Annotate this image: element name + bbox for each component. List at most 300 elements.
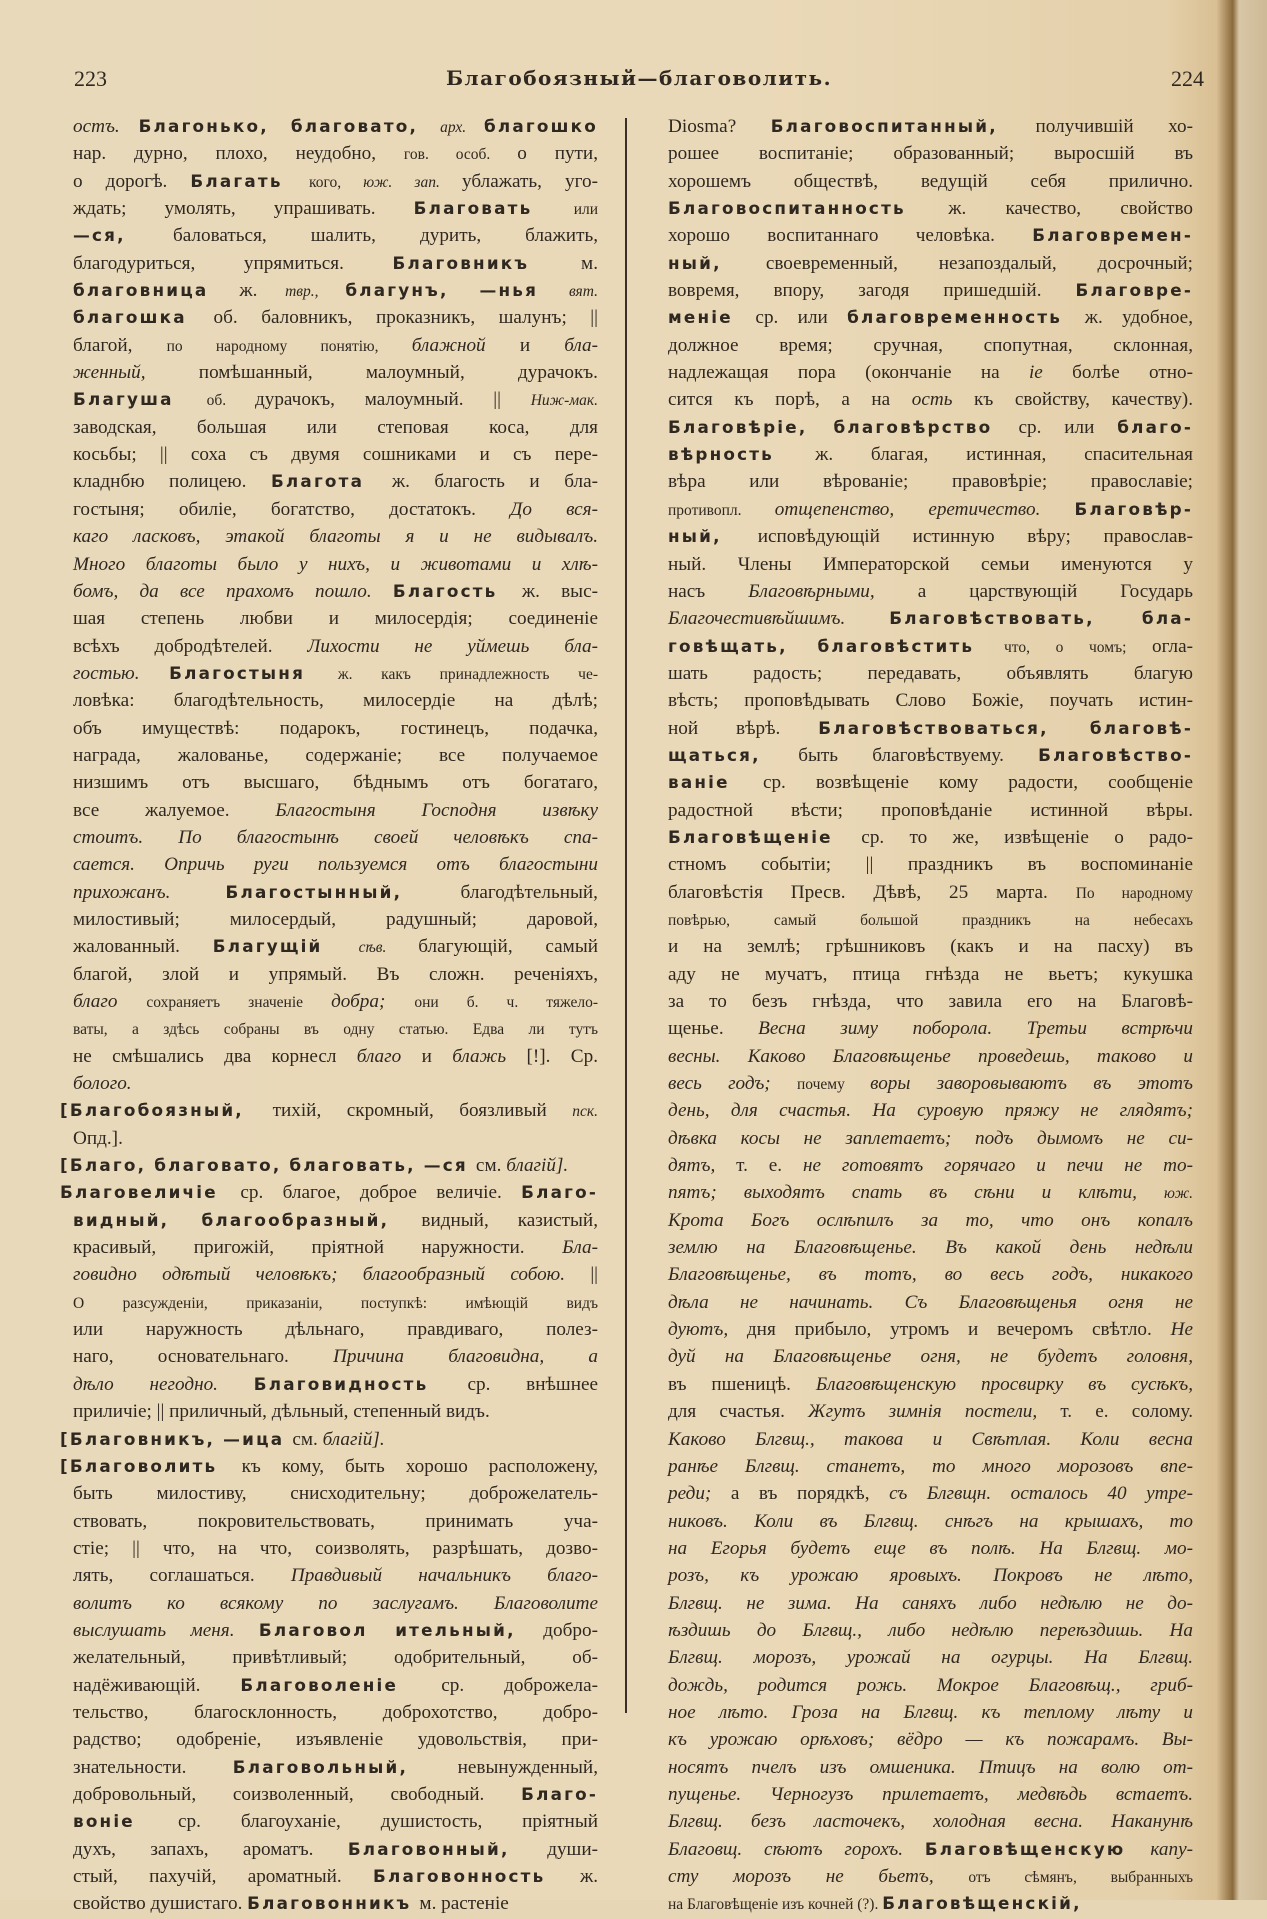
text-line [73,277,598,304]
page-header [74,66,1204,106]
text-run: противопл. [668,501,775,519]
text-run: вѣра или вѣрованіе; правовѣріе; православіе; [668,471,1193,493]
headword: [Благоволить [60,1455,242,1476]
text-run: исповѣдующій истинную вѣру; православ- [757,526,1193,548]
text-line [668,1207,1193,1234]
text-line [668,1097,1193,1124]
text-run: ср. благое, доброе величіе. [240,1182,522,1204]
text-run: дуютъ, [668,1319,747,1341]
text-line [73,1234,598,1261]
headword: Благовѣщенскую [924,1838,1151,1859]
text-line [73,1261,598,1288]
text-line [73,1480,598,1507]
text-run: сохраняетъ значеніе [146,994,332,1011]
headword: Благовѣр- [1074,498,1193,519]
text-run: ный. Члены Императорской семьи именуются у [668,553,1193,575]
text-run: дурачокъ, малоумный. || [254,389,531,411]
text-run: о дорогѣ. [73,170,191,192]
text-line [73,742,598,769]
text-run: благій]. [322,1428,385,1450]
text-run: свойство душистаго. [73,1893,248,1915]
text-run: ср. или [755,307,848,329]
text-run: || [590,1264,598,1286]
text-line [668,414,1193,441]
text-line [668,605,1193,632]
text-run: шая степень любви и милосердія; соединеніе [73,608,598,630]
text-line [73,332,598,359]
text-run: отщепенство, еретичество. [774,498,1075,520]
text-run: повѣрью, самый большой праздникъ на небесахъ [668,911,1193,929]
headword: Благостынный, [225,881,461,902]
text-line [668,1125,1193,1152]
text-run: дятъ, [668,1155,737,1177]
text-run: наго, основательнаго. [73,1346,334,1368]
text-line [668,496,1193,523]
text-run: пущенье. Черногузъ прилетаетъ, медвѣдь встаетъ. [668,1783,1193,1805]
text-run: женный, [73,362,199,384]
text-line [668,1070,1193,1097]
text-run: быть благовѣствуему. [798,744,1039,766]
text-run: отъ сѣмянъ, выбранныхъ [968,1869,1193,1886]
text-run: милостивый; милосердый, радушный; даровой, [73,908,598,930]
text-line [73,1672,598,1699]
text-line [73,1535,598,1562]
text-run: ость [911,389,975,411]
column-divider [625,118,627,1713]
headword: ный, [668,526,758,547]
text-line [73,1289,598,1316]
text-run: для счастья. [668,1401,809,1423]
text-run: твр., [285,283,346,301]
text-line [668,715,1193,742]
text-line [73,168,598,195]
headword: Благовеличіе [60,1182,241,1203]
headword: Благонько, благовато, [138,116,441,136]
text-run: ж. [239,280,286,302]
headword: благовременность [847,307,1085,328]
text-line [73,1508,598,1535]
text-run: ствовать, покровительствовать, принимать уча- [73,1510,598,1532]
text-run: къ урожаю орѣховъ; вёдро — къ пожарамъ. Вы- [668,1729,1193,1751]
text-run: или наружность дѣльнаго, правдиваго, полез- [73,1319,598,1341]
headword: Благоволеніе [240,1674,442,1695]
text-line [668,386,1193,413]
headword: Благовол ительный, [258,1619,544,1640]
text-run: своевременный, незапоздалый, досрочный; [765,252,1194,274]
text-run: благо [73,991,147,1012]
text-run: волитъ ко всякому по заслугамъ. Благоволите [73,1592,598,1614]
text-line [668,1644,1193,1671]
text-line [73,933,598,960]
text-line [73,1207,598,1234]
page-number-left: 223 [74,66,107,91]
text-line [668,1508,1193,1535]
text-line [668,851,1193,878]
text-run: ср. доброжела- [441,1674,598,1696]
text-line [73,1699,598,1726]
text-line [668,1371,1193,1398]
text-line [668,660,1193,687]
text-run: объ имуществѣ: подарокъ, гостинецъ, подачка, [73,717,598,739]
text-run: дуй на Благовѣщенье огня, не будетъ головня, [668,1346,1193,1368]
headword: Благовре- [1075,280,1193,301]
text-run: жалованный. [73,936,213,958]
text-line [73,961,598,988]
text-line [668,1289,1193,1316]
text-run: благодуриться, упрямиться. [73,252,393,274]
text-run: ное лѣто. Гроза на Блгвщ. къ теплому лѣту и [668,1701,1193,1723]
text-run: Причина благовидна, а [333,1346,598,1368]
text-line [73,441,598,468]
text-line [73,1316,598,1343]
text-run: Весна зиму поборола. Третьи встрѣчи [758,1018,1193,1040]
text-line [668,468,1193,495]
text-line [668,1453,1193,1480]
text-line [73,1125,598,1152]
text-run: благой, [73,334,167,356]
text-run: весны. Каково Благовѣщенье проведешь, таково и [668,1045,1193,1067]
headword: Благовѣріе, благовѣрство [668,416,1019,437]
text-line [73,551,598,578]
text-run: сѣв. [358,939,419,957]
text-run: Благовѣщенье, въ тотъ, во весь годъ, никакого [668,1264,1193,1286]
text-run: воры заворовываютъ въ этотъ [870,1073,1193,1095]
text-line [73,113,598,140]
text-run: о пути, [517,143,598,165]
text-run: ж. выс- [521,580,598,602]
text-line [73,250,598,277]
text-line [668,1426,1193,1453]
text-run: т. е. солому. [1060,1401,1193,1423]
text-run: косьбы; || соха съ двумя сошниками и съ пере- [73,444,598,466]
text-run: Много благоты было у нихъ, и животами и хлѣ- [73,553,598,575]
text-run: не готовятъ горячаго и печи не то- [802,1155,1193,1177]
text-line [60,1453,598,1480]
text-line [668,332,1193,359]
text-line [73,1617,598,1644]
text-line [73,386,598,413]
text-line [668,906,1193,933]
text-run: лять, соглашаться. [73,1565,291,1587]
text-run: знательности. [73,1756,233,1778]
text-run: по народному понятію, [166,337,412,355]
text-run: Diosma? [668,116,771,137]
text-run: бомъ, да все прахомъ пошло. [73,580,393,602]
headword: воніе [73,1811,179,1832]
text-line [73,660,598,687]
headword: Благовѣщеніе [668,826,862,847]
text-line [668,1808,1193,1835]
text-run: см. [475,1155,507,1177]
text-run: сается. Опричь руги пользуемся отъ благостыни [73,854,598,876]
text-run: ублажать, уго- [462,170,598,192]
text-run: невынужденный, [457,1756,598,1778]
text-line [668,879,1193,906]
headword: Благовонность [372,1866,580,1886]
text-run: никовъ. Коли въ Блгвщ. снѣгъ на крышахъ, то [668,1510,1193,1532]
text-run: а въ порядкѣ, [730,1483,890,1505]
text-run: каго ласковъ, этакой благоты я и не видывалъ. [73,526,598,548]
text-run: об. баловникъ, проказникъ, шалунъ; || [213,307,598,329]
text-run: добра; [331,991,415,1012]
headword: [Благобоязный, [60,1100,273,1121]
text-line [73,1398,598,1425]
headword: вѣрность [668,444,816,465]
headword: [Благовникъ, —ица [60,1428,293,1449]
headword: видный, благообразный, [73,1209,422,1230]
text-run: къ кому, быть хорошо расположену, [241,1455,598,1477]
text-run: приличіе; || приличный, дѣльный, степенный видъ. [73,1401,490,1423]
text-line [73,687,598,714]
text-line [668,1754,1193,1781]
text-run: Правдивый начальникъ благо- [290,1565,598,1587]
text-run: стый, пахучій, ароматный. [73,1866,373,1887]
text-line [668,195,1193,222]
headword: Благовонникъ [247,1893,420,1914]
text-line [73,1562,598,1589]
text-run: ср. то же, извѣщеніе о радо- [861,826,1193,848]
headword: Благость [392,580,522,601]
text-line [668,1617,1193,1644]
headword: меніе [668,307,756,328]
text-line [668,1179,1193,1206]
text-run: остъ. [73,116,139,137]
text-run: не смѣшались два корнесл [73,1045,357,1067]
text-run: Благовѣрными, [748,580,918,602]
text-line [668,988,1193,1015]
text-run: хорошо воспитаннаго человѣка. [668,225,1033,247]
text-run: благой, злой и упрямый. Въ сложн. реченіяхъ, [73,963,598,985]
text-run: благодѣтельный, [460,881,598,903]
text-run: баловаться, шалить, дурить, блажить, [172,225,598,247]
text-run: бла- [564,334,598,356]
page-number-right: 224 [1171,66,1204,91]
text-line [668,250,1193,277]
text-run: ж. благая, истинная, спасительная [815,444,1193,466]
text-line [73,1371,598,1398]
text-line [73,1836,598,1863]
text-run: видный, казистый, [421,1209,599,1231]
text-line [668,1863,1193,1890]
text-run: см. [292,1428,323,1450]
text-run: все жалуемое. [73,799,276,821]
text-line [73,906,598,933]
text-run: и [421,1045,453,1067]
headword: [Благо, благовато, благовать, —ся [60,1155,476,1176]
headword: Благовремен- [1032,225,1193,246]
text-run: за то безъ гнѣзда, что завила его на Благовѣ- [668,991,1193,1012]
text-run: дождь, родится рожь. Мокрое Благовѣщ., гриб- [668,1674,1193,1696]
text-run: они б. ч. тяжело- [414,994,598,1011]
text-run: м. [581,252,598,274]
text-line [668,1699,1193,1726]
text-line [73,1726,598,1753]
text-run: об. [206,392,255,410]
text-line [668,1398,1193,1425]
text-line [73,496,598,523]
text-run: Благостыня Господня извѣку [275,799,598,821]
text-run: розъ, къ урожаю яровыхъ. Покровъ не лѣто, [668,1565,1193,1587]
text-run: нар. дурно, плохо, неудобно, [73,143,404,165]
text-line [73,1890,598,1917]
text-run: дѣло негодно. [73,1373,254,1395]
text-line [73,195,598,222]
text-run: арх. [440,119,484,136]
text-run: м. растеніе [419,1893,509,1915]
text-line [668,1343,1193,1370]
headword: Благовидность [253,1373,468,1394]
text-run: кого, [308,173,364,191]
text-run: пятъ; выходятъ спать въ сѣни и клѣти, [668,1182,1164,1204]
headword: Благущій [212,936,359,957]
text-run: ловѣка: благодѣтельность, милосердіе на дѣлѣ; [73,690,598,712]
text-run: ранѣе Блгвщ. станетъ, то много морозовъ впе- [668,1455,1193,1477]
text-run: Благовѣщенскую просвирку въ сусѣкъ, [815,1373,1193,1395]
text-line [73,304,598,331]
text-run: надлежащая пора (окончаніе на [668,362,1029,384]
text-run: болого. [73,1073,132,1095]
text-run: и [519,334,565,356]
text-line [668,824,1193,851]
text-run: гов. особ. [403,146,518,164]
text-line [668,523,1193,550]
text-run: блажь [452,1045,527,1067]
text-line [668,961,1193,988]
text-line [668,168,1193,195]
text-run: благующій, самый [418,936,598,958]
text-run: на Благовѣщеніе изъ кочней (?). [668,1896,883,1914]
text-line [60,1152,598,1179]
text-line [668,1562,1193,1589]
text-line [60,1097,598,1124]
headword: Благовоспитанный, [770,116,1036,136]
text-line [668,1781,1193,1808]
text-run: Опд.]. [73,1127,123,1149]
right-column [668,113,1193,1918]
text-line [668,633,1193,660]
text-run: болѣе отно- [1072,362,1193,384]
text-line [73,1808,598,1835]
text-run: хорошемъ обществѣ, ведущій себя прилично. [668,170,1193,192]
text-run: юж. зап. [363,173,463,191]
headword: Благовольный, [232,1756,458,1777]
text-run: Крота Богъ ослѣпилъ за то, что онъ копалъ [668,1209,1193,1231]
text-run: Жгутъ зимнія постели, [808,1401,1061,1423]
text-line [668,1836,1193,1863]
headword: благунъ, —нья [345,280,570,301]
text-line [668,140,1193,167]
text-line [668,1480,1193,1507]
text-line [668,551,1193,578]
text-run: Блгвщ. не зима. На саняхъ либо недѣлю не до- [668,1592,1193,1614]
text-run: землю на Благовѣщенье. Въ какой день недѣли [668,1237,1193,1259]
text-line [668,1590,1193,1617]
headword: Благовѣщенскій, [882,1893,1082,1914]
text-run: ср. внѣшнее [467,1373,598,1395]
text-line [73,222,598,249]
text-run: на Егорья будетъ еще въ полѣ. На Блгвщ. мо- [668,1537,1193,1559]
headword: Благовать [413,198,574,219]
text-run: ѣздишь до Блгвщ., либо недѣлю переѣздишь. На [668,1619,1193,1641]
text-line [668,359,1193,386]
text-run: стномъ событіи; || праздникъ въ воспоминаніе [668,854,1193,876]
text-run: ной вѣрѣ. [668,717,819,739]
text-line [73,578,598,605]
headword: —ся, [73,225,173,246]
text-run: юж. [1163,1185,1193,1203]
headword: Благуша [73,389,207,410]
headword: благо- [1117,416,1193,437]
text-line [73,1754,598,1781]
text-run: заводская, большая или степовая коса, для [73,416,598,438]
text-line [73,468,598,495]
text-run: носятъ пчелъ изъ омшеника. Птицъ на волю от- [668,1756,1193,1778]
text-run: ср. или [1018,416,1118,438]
text-line [73,1043,598,1070]
text-run: должное время; сручная, спопутная, склонная, [668,334,1193,356]
text-line [73,414,598,441]
text-run: щенье. [668,1018,759,1040]
text-line [73,359,598,386]
text-run: ж. качество, свойство [948,198,1193,220]
text-run: и на землѣ; грѣшниковъ (какъ и на пасху) въ [668,936,1193,958]
text-run: въ пшеницѣ. [668,1373,816,1395]
text-run: Лихости не уймешь бла- [307,635,598,657]
text-run: ж. [579,1866,599,1887]
headword: ваніе [668,772,763,793]
headword: благошка [73,307,214,328]
text-run: а царствующій Государь [917,580,1193,602]
text-line [668,1015,1193,1042]
text-line [668,1152,1193,1179]
text-run: реди; [668,1483,731,1505]
text-run: [!]. Ср. [526,1045,598,1067]
text-run: съ Блгвщн. осталось 40 утре- [889,1483,1193,1505]
text-run: т. е. [736,1155,803,1177]
text-run: духъ, запахъ, ароматъ. [73,1838,348,1860]
text-run: желательный, привѣтливый; одобрительный, об- [73,1647,598,1669]
text-run: надёживающій. [73,1674,241,1696]
text-run: До вся- [510,498,598,520]
text-run: гостыня; обиліе, богатство, достатокъ. [73,498,511,520]
text-line [668,113,1193,140]
text-run: Благовщ. сѣютъ горохъ. [668,1838,925,1860]
text-line [668,578,1193,605]
text-line [73,851,598,878]
text-run: благій]. [506,1155,569,1177]
headword: говѣщать, благовѣстить [668,635,1005,656]
text-line [60,1426,598,1453]
text-run: сится къ порѣ, а на [668,389,912,411]
text-line [668,1043,1193,1070]
text-line [73,1015,598,1042]
text-line [668,769,1193,796]
text-run: выслушать меня. [73,1619,259,1641]
text-run: день, для счастья. На суровую пряжу не глядятъ; [668,1100,1193,1122]
text-line [668,797,1193,824]
text-line [73,605,598,632]
text-line [668,1726,1193,1753]
text-run: добро- [543,1619,598,1641]
text-line [73,1863,598,1890]
text-run: капу- [1150,1838,1193,1860]
text-line [73,140,598,167]
text-line [668,933,1193,960]
text-run: сту морозъ не бьетъ, [668,1866,969,1887]
headword: благовница [73,280,240,301]
headword: ный, [668,252,766,273]
text-line [73,1343,598,1370]
